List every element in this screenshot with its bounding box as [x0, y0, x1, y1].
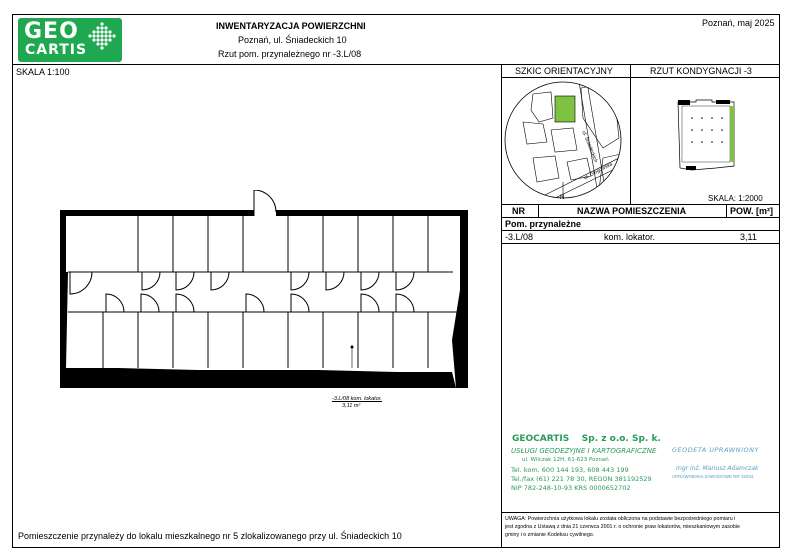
surveyor-stamp-name: mgr inż. Mariusz Adamczak — [676, 465, 759, 472]
note-line-2: jest zgodna z Ustawą z dnia 21 czerwca 2001 r. o ochronie praw lokatorów, mieszkaniowym zasobie — [505, 524, 740, 530]
document-address: Poznań, ul. Śniadeckich 10 — [238, 35, 347, 45]
table-header-line — [501, 217, 780, 218]
panel-divider — [501, 64, 502, 548]
table-cell-nr: -3.L/08 — [505, 232, 534, 242]
floor-title: RZUT KONDYGNACJI -3 — [650, 66, 752, 76]
company-stamp-line3: Tel. kom. 600 144 193, 608 443 199 — [511, 466, 629, 474]
table-header-name: NAZWA POMIESZCZENIA — [577, 206, 687, 216]
note-top-line — [501, 512, 780, 513]
table-cell-area: 3,11 — [740, 232, 757, 242]
company-stamp-line2: ul. Wilczak 12H, 61-623 Poznań — [522, 457, 609, 463]
company-stamp-line5: NIP 782-248-10-93 KRS 0000652702 — [511, 484, 631, 492]
document-subtitle: Rzut pom. przynależnego nr -3.L/08 — [218, 49, 362, 59]
table-row-line — [501, 243, 780, 244]
plan-footer-note: Pomieszczenie przynależy do lokalu mieszkalnego nr 5 zlokalizowanego przy ul. Śniadeckich 10 — [18, 531, 402, 541]
note-line-3: gminy i o zmianie Kodeksu cywilnego. — [505, 532, 595, 538]
logo-dots-icon — [84, 20, 120, 60]
table-col-divider-1 — [538, 204, 539, 217]
company-stamp-line1: USŁUGI GEODEZYJNE I KARTOGRAFICZNE — [511, 447, 657, 455]
company-stamp-name: GEOCARTIS Sp. z o.o. Sp. k. — [512, 434, 661, 444]
sketch-floor-divider — [630, 64, 631, 204]
header-divider — [12, 64, 780, 65]
table-top-line — [501, 204, 780, 205]
company-stamp-line4: Tel./fax (61) 221 78 30, REGON 381192529 — [511, 475, 652, 483]
room-label-name: -3.L/08 kom. lokator. — [332, 396, 382, 402]
sketch-street-1: ul. Śniadeckich — [580, 130, 599, 164]
table-group-line — [501, 230, 780, 231]
company-logo — [18, 18, 122, 62]
plan-scale: SKALA 1:100 — [16, 67, 70, 77]
logo-text-cartis: CARTIS — [25, 42, 88, 58]
room-label-area: 3,11 m² — [342, 403, 361, 409]
table-col-divider-2 — [726, 204, 727, 217]
floor-plan-drawing — [58, 190, 478, 390]
floor-overview-drawing — [672, 96, 742, 176]
note-line-1: UWAGA: Powierzchnia użytkowa lokalu została obliczona na podstawie bezpośredniego pomiaru i — [505, 516, 736, 522]
sketch-street-2: ul. Głogowska — [583, 161, 614, 182]
surveyor-stamp-title: GEODETA UPRAWNIONY — [672, 446, 759, 454]
floor-scale: SKALA: 1:2000 — [708, 194, 763, 203]
document-title: INWENTARYZACJA POWIERZCHNI — [216, 21, 366, 31]
sketch-title: SZKIC ORIENTACYJNY — [515, 66, 613, 76]
logo-text-geo: GEO — [24, 19, 79, 44]
table-header-area: POW. [m²] — [730, 206, 773, 216]
orientation-sketch — [503, 78, 629, 204]
surveyor-stamp-license: UPRAWNIENIA ZAWODOWE NR 19234 — [672, 474, 754, 479]
table-cell-name: kom. lokator. — [604, 232, 656, 242]
table-header-nr: NR — [512, 206, 525, 216]
document-date: Poznań, maj 2025 — [702, 18, 775, 28]
north-arrow-label: N — [560, 195, 565, 201]
table-group-label: Pom. przynależne — [505, 219, 582, 229]
